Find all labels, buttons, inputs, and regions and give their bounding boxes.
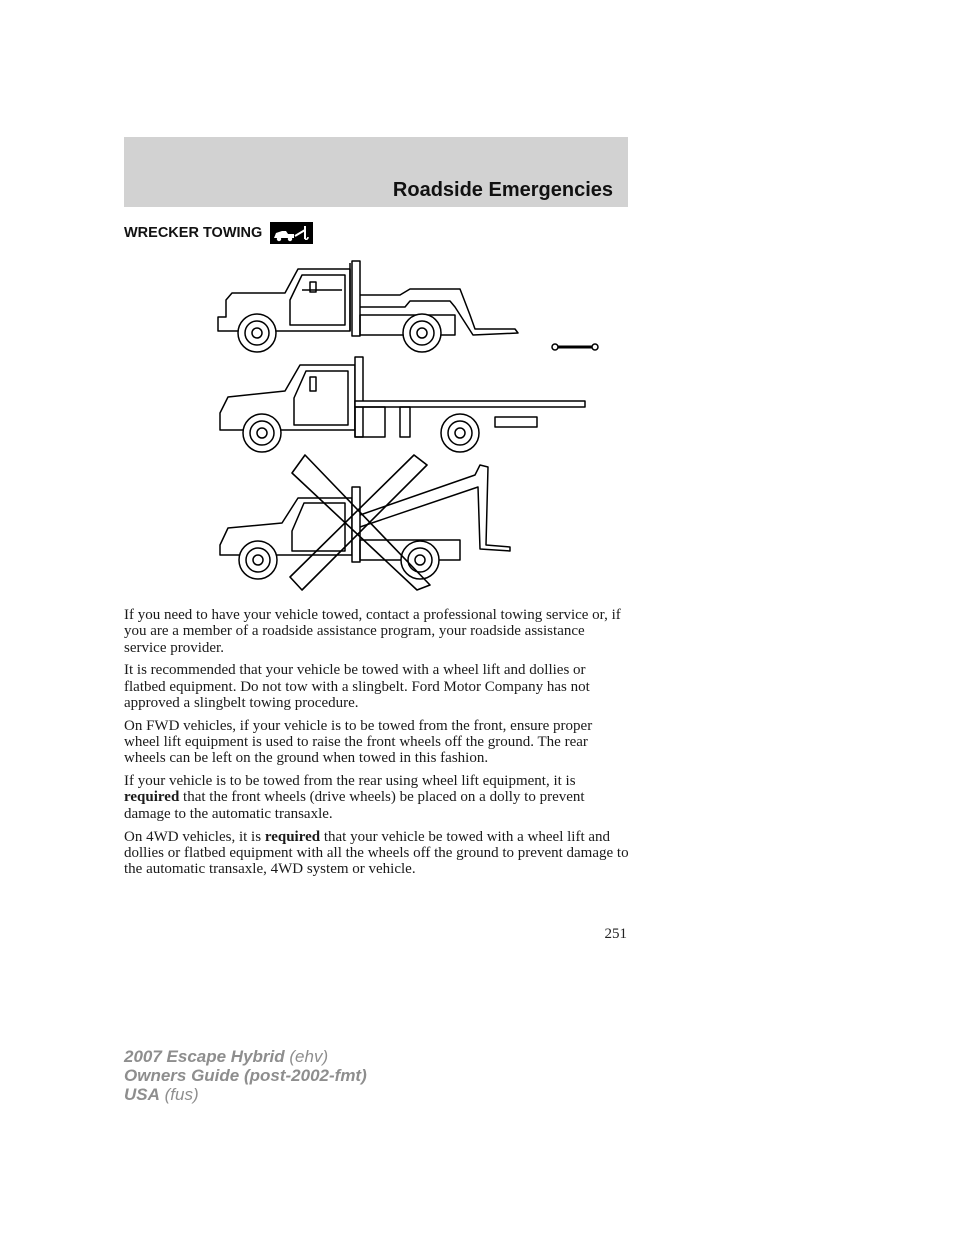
paragraph-2: It is recommended that your vehicle be towed with a wheel lift and dollies or flatbed equipment. Do not tow with a slingbelt. Ford Motor Company has not approved a slingbelt towing procedure. (124, 662, 590, 711)
paragraph-3: On FWD vehicles, if your vehicle is to be towed from the front, ensure proper wheel lift equipment is used to raise the front wheels off the ground. The rear wheels can be left on the ground when towed in this fashion. (124, 717, 593, 767)
page-number: 251 (604, 926, 627, 942)
paragraph-4-pre: If your vehicle is to be towed from the rear using wheel lift equipment, it is (124, 773, 576, 790)
footer-line-1 (124, 1047, 367, 1066)
footer-model: 2007 Escape Hybrid (124, 1047, 285, 1066)
wrecker-tow-icon (270, 222, 313, 244)
towing-methods-illustration (210, 255, 610, 595)
section-heading-text: WRECKER TOWING (124, 225, 263, 241)
footer-market: USA (124, 1085, 160, 1104)
footer-market-code: (fus) (159, 1085, 199, 1104)
document-footer (124, 1047, 367, 1104)
section-header-band (124, 137, 628, 207)
paragraph-1: If you need to have your vehicle towed, contact a professional towing service or, if you are a member of a roadside assistance program, your roadside assistance service provider. (124, 607, 621, 656)
body-text (124, 607, 630, 884)
flatbed-truck-drawing (220, 357, 585, 452)
paragraph-5-pre: On 4WD vehicles, it is (124, 828, 265, 845)
paragraph-5 (124, 829, 630, 878)
wheel-lift-truck-drawing (218, 261, 598, 352)
footer-line-3 (124, 1085, 367, 1104)
footer-guide: Owners Guide (post-2002-fmt) (124, 1066, 367, 1085)
paragraph-5-emphasis: required (264, 828, 321, 845)
section-heading (124, 222, 313, 244)
paragraph-4 (124, 773, 630, 822)
paragraph-4-post: that the front wheels (drive wheels) be placed on a dolly to prevent damage to the automatic transaxle. (124, 789, 585, 822)
paragraph-4-emphasis: required (124, 789, 180, 806)
footer-model-code: (ehv) (284, 1047, 329, 1066)
footer-line-2 (124, 1066, 367, 1085)
slingbelt-truck-drawing (220, 465, 510, 579)
header-title: Roadside Emergencies (392, 179, 613, 201)
paragraph-5-post: that your vehicle be towed with a wheel lift and dollies or flatbed equipment with all the wheels off the ground to prevent damage to the automatic transaxle, 4WD system or vehicle. (124, 828, 629, 878)
